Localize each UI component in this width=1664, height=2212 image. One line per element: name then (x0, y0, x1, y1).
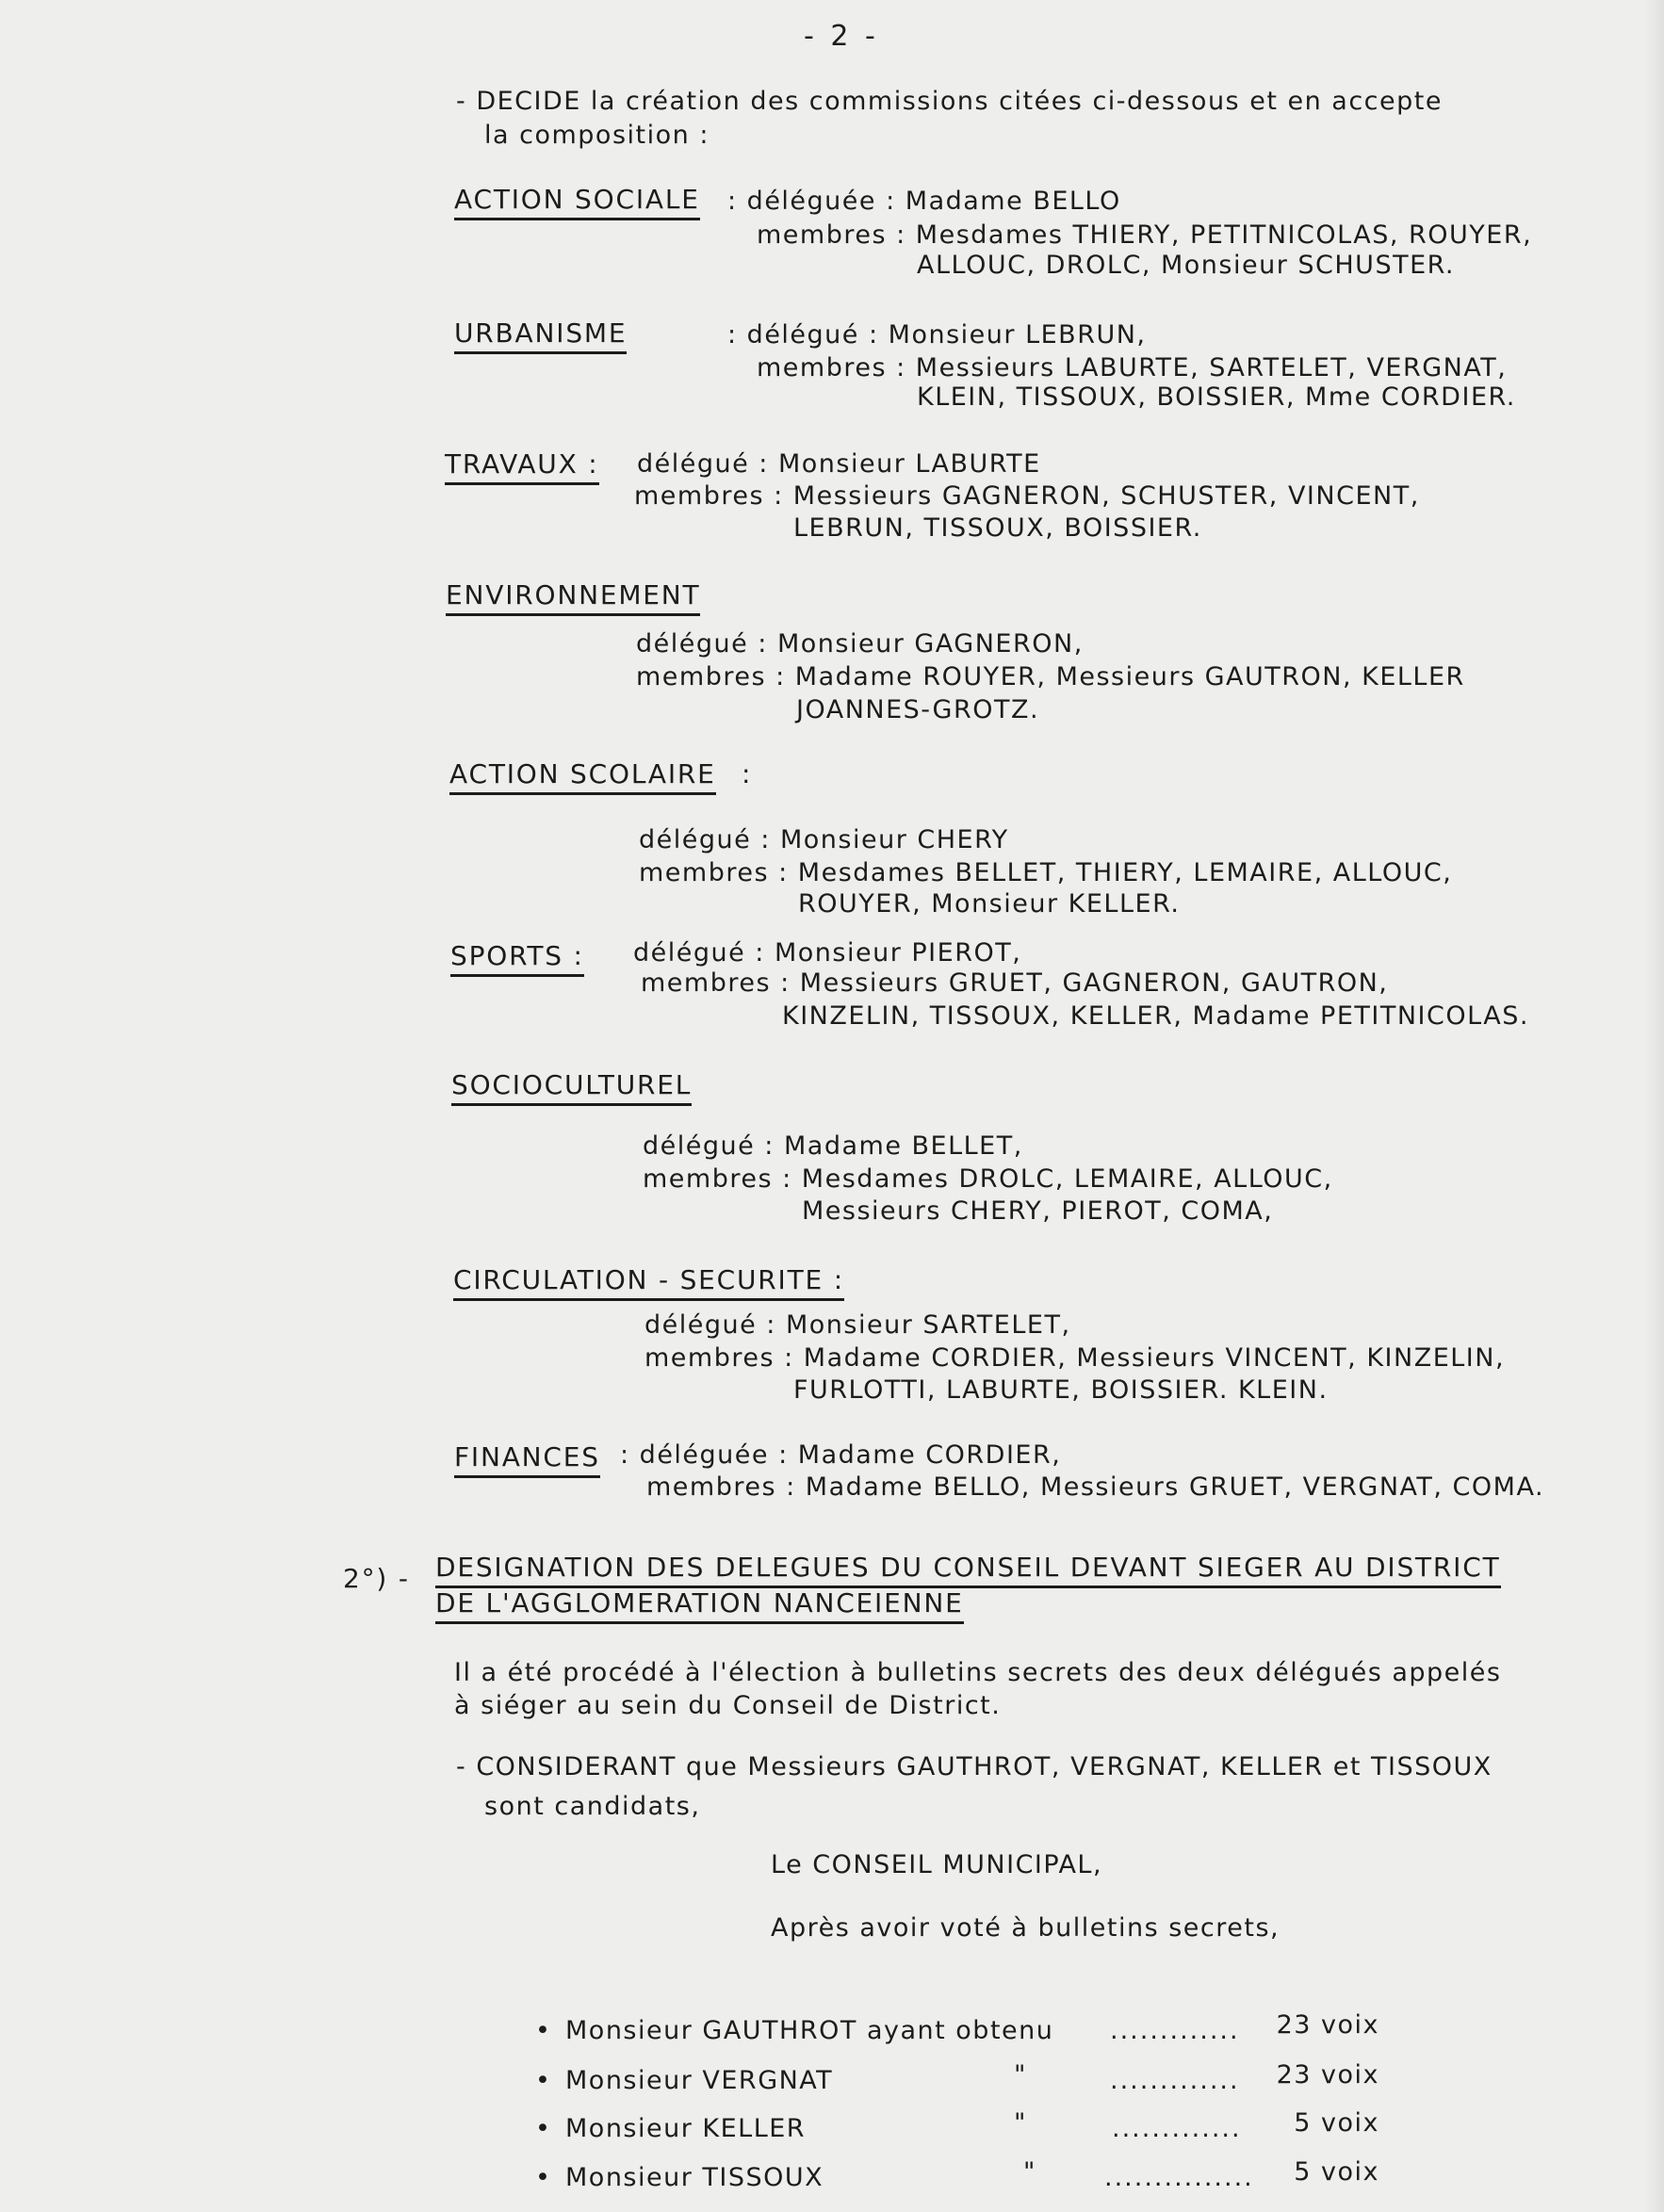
heading-circulation-securite: CIRCULATION - SECURITE : (453, 1267, 844, 1301)
vote-name: Monsieur KELLER (565, 2114, 807, 2143)
vote-count: 5 voix (1294, 2108, 1379, 2138)
circulation-members-2: FURLOTTI, LABURTE, BOISSIER. KLEIN. (793, 1375, 1329, 1405)
socioculturel-delegate: délégué : Madame BELLET, (643, 1131, 1023, 1161)
action-sociale-delegate: : déléguée : Madame BELLO (727, 187, 1121, 216)
bullet-icon: • (535, 2114, 552, 2143)
section-2-title-line-1: DESIGNATION DES DELEGUES DU CONSEIL DEVANT SIEGER AU DISTRICT (435, 1554, 1501, 1588)
action-scolaire-members-1: membres : Mesdames BELLET, THIERY, LEMAIRE, ALLOUC, (639, 858, 1453, 887)
travaux-members-2: LEBRUN, TISSOUX, BOISSIER. (793, 513, 1202, 543)
vote-count: 23 voix (1276, 2060, 1379, 2090)
environnement-delegate: délégué : Monsieur GAGNERON, (636, 629, 1084, 659)
action-scolaire-members-2: ROUYER, Monsieur KELLER. (798, 889, 1181, 919)
ditto-mark: " (1023, 2157, 1036, 2187)
decide-line-1: - DECIDE la création des commissions citées ci-dessous et en accepte (456, 87, 1443, 116)
finances-members-1: membres : Madame BELLO, Messieurs GRUET, VERGNAT, COMA. (646, 1472, 1545, 1502)
conseil-municipal: Le CONSEIL MUNICIPAL, (771, 1850, 1103, 1879)
heading-action-scolaire: ACTION SCOLAIRE (449, 761, 716, 795)
page-edge-shadow (1645, 0, 1664, 2212)
socioculturel-members-2: Messieurs CHERY, PIEROT, COMA, (802, 1196, 1274, 1226)
heading-action-sociale: ACTION SOCIALE (454, 187, 700, 220)
heading-environnement: ENVIRONNEMENT (446, 582, 700, 616)
action-scolaire-colon: : (742, 758, 753, 789)
ditto-mark: " (1014, 2060, 1027, 2090)
vote-name: Monsieur VERGNAT (565, 2066, 834, 2095)
ditto-mark: " (1014, 2108, 1027, 2138)
heading-sports: SPORTS : (450, 943, 584, 977)
action-scolaire-delegate: délégué : Monsieur CHERY (639, 825, 1009, 854)
environnement-members-1: membres : Madame ROUYER, Messieurs GAUTRON, KELLER (636, 662, 1465, 691)
vote-dots: ............... (1104, 2163, 1254, 2192)
considerant-line-1: - CONSIDERANT que Messieurs GAUTHROT, VERGNAT, KELLER et TISSOUX (456, 1752, 1493, 1781)
election-paragraph-line-2: à siéger au sein du Conseil de District. (454, 1691, 1002, 1720)
election-paragraph-line-1: Il a été procédé à l'élection à bulletins secrets des deux délégués appelés (454, 1658, 1502, 1687)
sports-delegate: délégué : Monsieur PIEROT, (633, 938, 1022, 968)
vote-name: Monsieur GAUTHROT ayant obtenu (565, 2016, 1054, 2045)
circulation-delegate: délégué : Monsieur SARTELET, (644, 1310, 1071, 1340)
vote-count: 23 voix (1276, 2010, 1379, 2040)
travaux-members-1: membres : Messieurs GAGNERON, SCHUSTER, VINCENT, (634, 481, 1420, 511)
socioculturel-members-1: membres : Mesdames DROLC, LEMAIRE, ALLOUC, (643, 1164, 1333, 1194)
action-sociale-members-2: ALLOUC, DROLC, Monsieur SCHUSTER. (917, 251, 1456, 280)
vote-dots: ............. (1112, 2114, 1242, 2143)
urbanisme-members-1: membres : Messieurs LABURTE, SARTELET, VERGNAT, (757, 353, 1508, 382)
finances-delegate: : déléguée : Madame CORDIER, (620, 1440, 1062, 1470)
urbanisme-members-2: KLEIN, TISSOUX, BOISSIER, Mme CORDIER. (917, 382, 1516, 412)
vote-count: 5 voix (1294, 2157, 1379, 2187)
bullet-icon: • (535, 2163, 552, 2192)
vote-dots: ............. (1110, 2016, 1240, 2045)
sports-members-1: membres : Messieurs GRUET, GAGNERON, GAUTRON, (641, 968, 1389, 998)
action-sociale-members-1: membres : Mesdames THIERY, PETITNICOLAS, ROUYER, (757, 220, 1533, 250)
section-2-title-line-2: DE L'AGGLOMERATION NANCEIENNE (435, 1590, 964, 1624)
section-2-number: 2°) - (343, 1563, 410, 1594)
considerant-line-2: sont candidats, (484, 1792, 701, 1821)
decide-line-2: la composition : (484, 121, 710, 150)
heading-finances: FINANCES (454, 1444, 600, 1478)
heading-urbanisme: URBANISME (454, 320, 627, 354)
bullet-icon: • (535, 2066, 552, 2095)
vote-dots: ............. (1110, 2066, 1240, 2095)
bullet-icon: • (535, 2016, 552, 2045)
apres-avoir-vote: Après avoir voté à bulletins secrets, (771, 1913, 1281, 1943)
travaux-delegate: délégué : Monsieur LABURTE (637, 449, 1041, 479)
page-number: - 2 - (804, 20, 879, 53)
vote-name: Monsieur TISSOUX (565, 2163, 824, 2192)
urbanisme-delegate: : délégué : Monsieur LEBRUN, (727, 320, 1147, 350)
sports-members-2: KINZELIN, TISSOUX, KELLER, Madame PETITNICOLAS. (782, 1001, 1529, 1031)
heading-travaux: TRAVAUX : (445, 451, 599, 485)
circulation-members-1: membres : Madame CORDIER, Messieurs VINCENT, KINZELIN, (644, 1343, 1506, 1373)
environnement-members-2: JOANNES-GROTZ. (796, 695, 1040, 724)
heading-socioculturel: SOCIOCULTUREL (451, 1072, 692, 1106)
